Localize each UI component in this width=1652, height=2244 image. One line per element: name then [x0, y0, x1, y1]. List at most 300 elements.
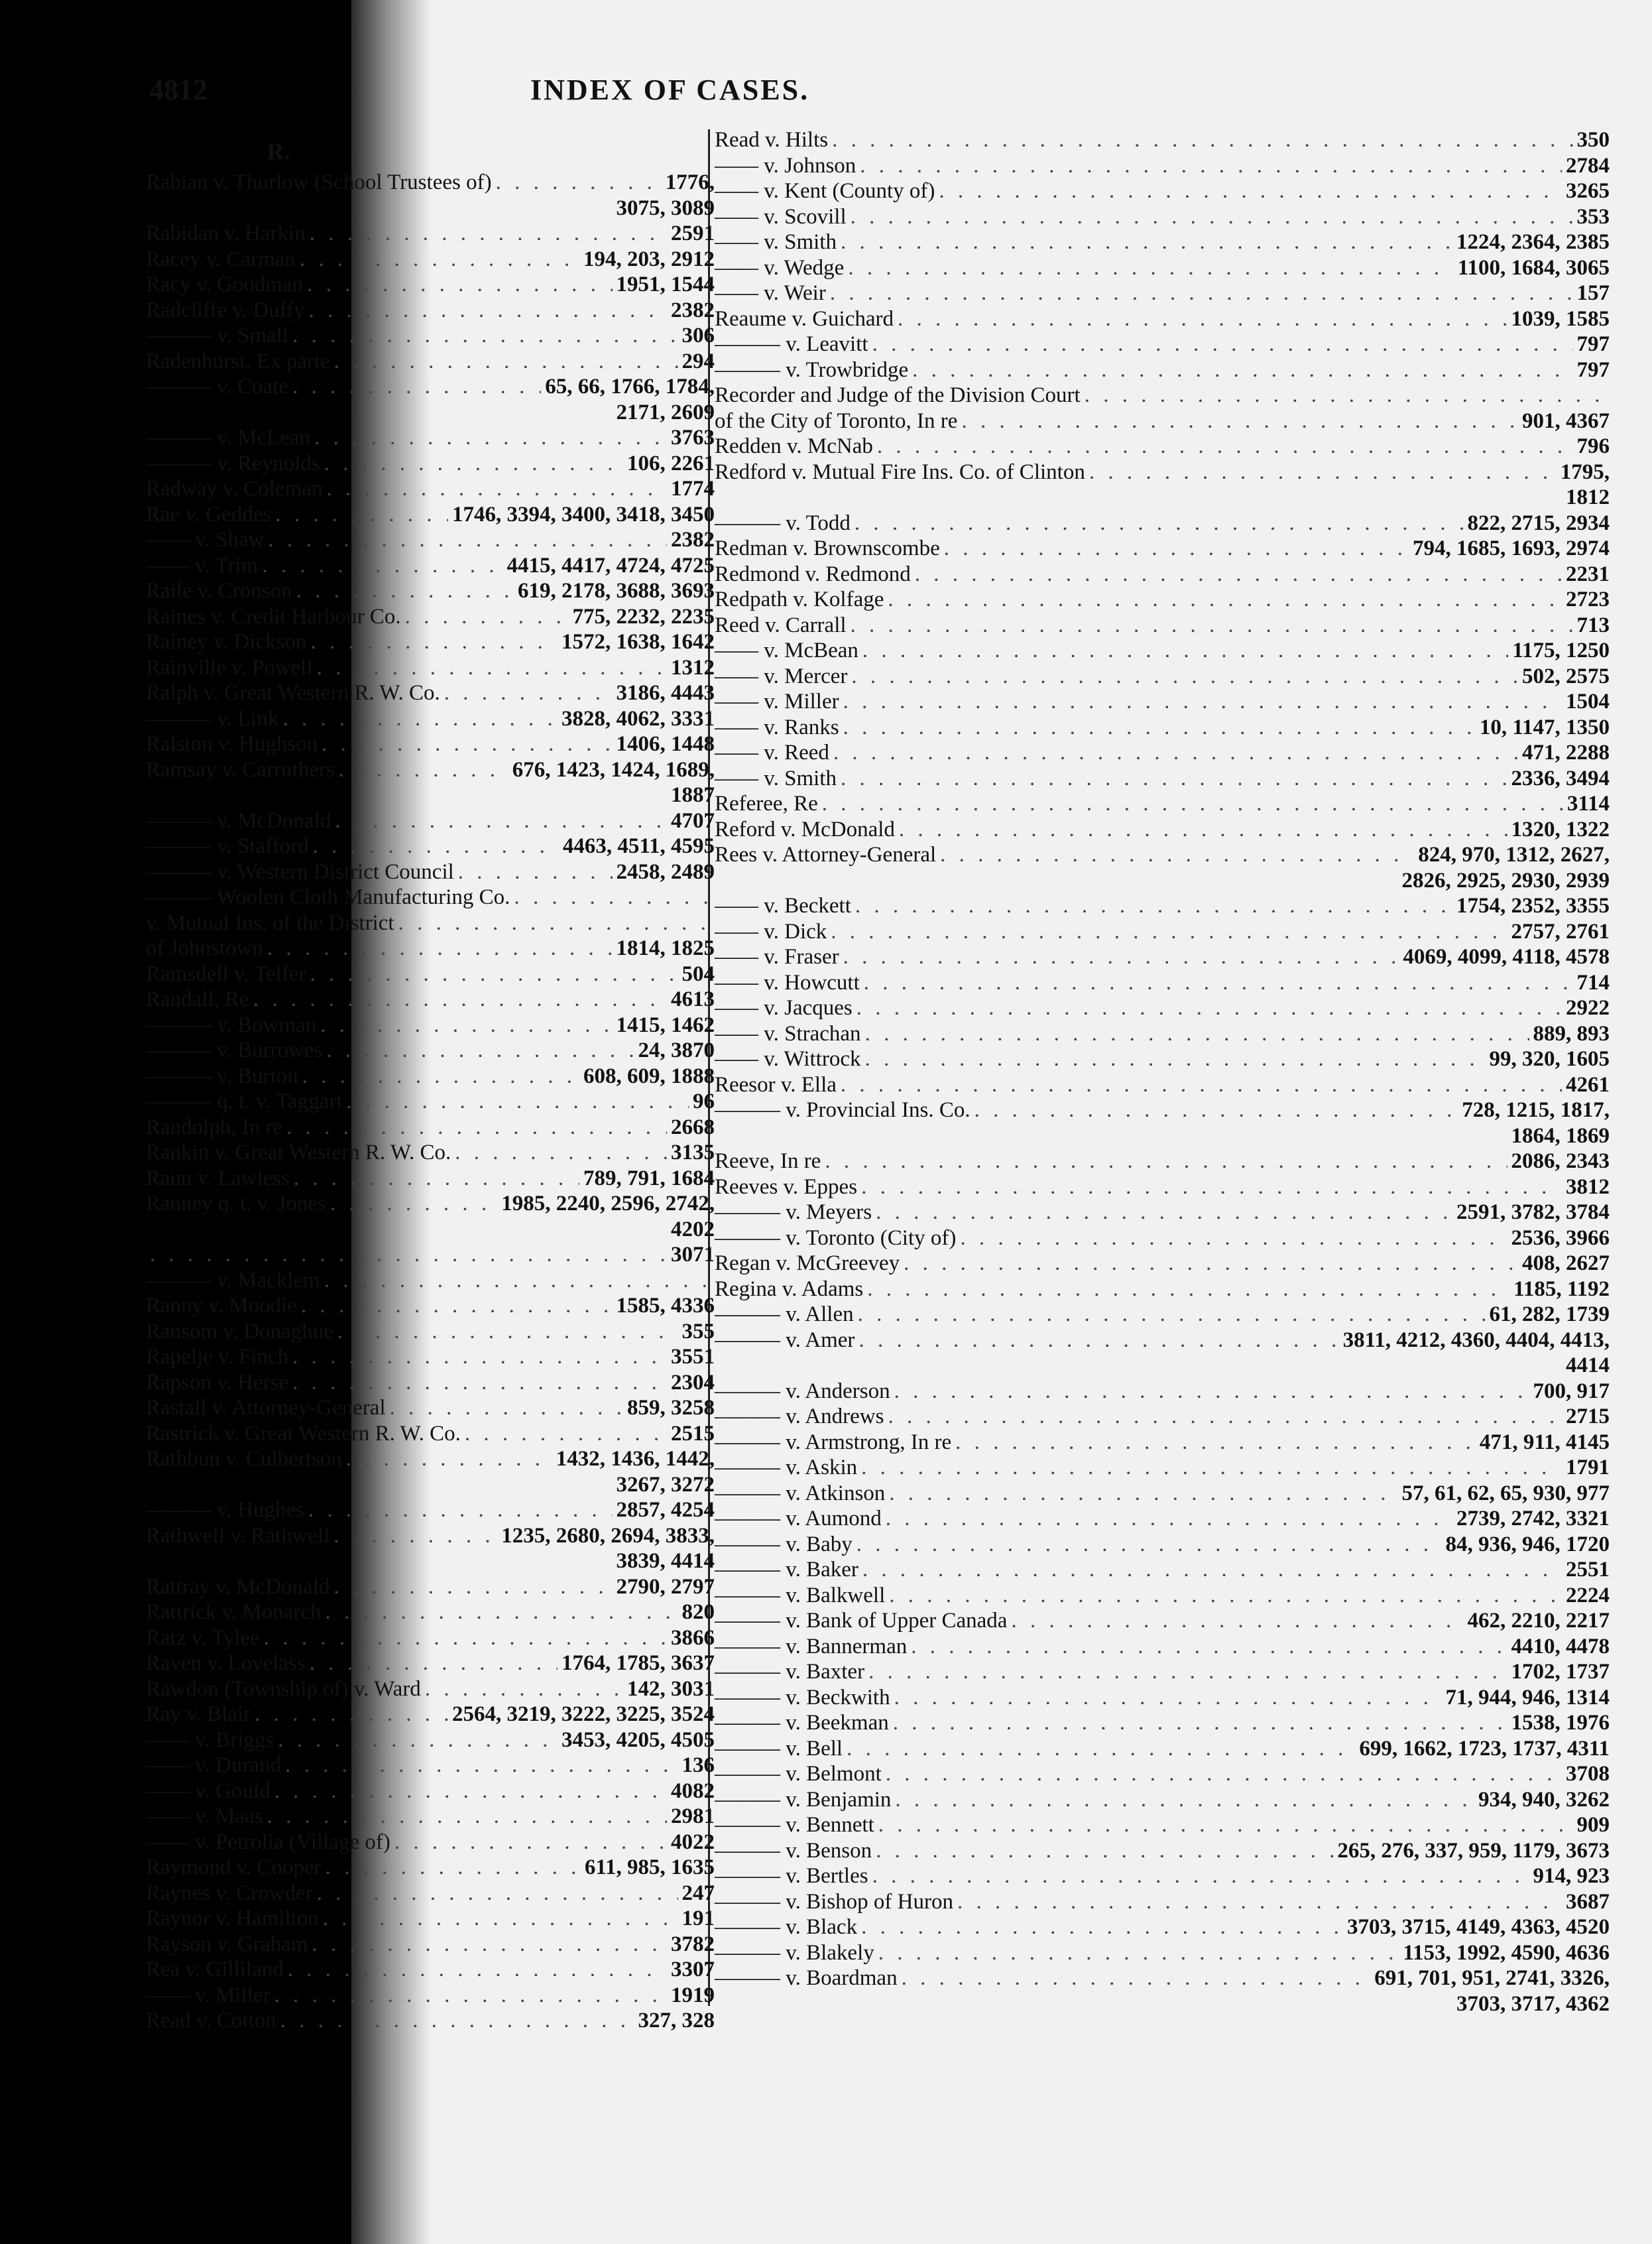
leader-dots: [833, 740, 1518, 766]
case-name: Regina v. Adams: [715, 1277, 864, 1301]
leader-dots: [911, 1634, 1507, 1660]
page-references: 1406, 1448: [616, 732, 715, 756]
index-entry: [146, 502, 715, 528]
index-entry: [146, 604, 715, 630]
leader-dots: [317, 1881, 678, 1906]
page-references: 194, 203, 2912: [583, 247, 715, 271]
leader-dots: [939, 178, 1562, 204]
leader-dots: [282, 706, 558, 732]
case-name: Rainey v. Dickson: [146, 630, 307, 654]
page-references: 471, 2288: [1522, 741, 1610, 765]
case-name: ——— v. Macklem: [146, 1268, 320, 1292]
leader-dots: [961, 408, 1518, 434]
case-name: Rabidan v. Harkin: [146, 221, 306, 245]
case-name: ——— v. Aumond: [715, 1507, 882, 1530]
index-entry: [715, 1506, 1610, 1532]
index-entry: [146, 1140, 715, 1166]
page-references: 3708: [1566, 1762, 1610, 1786]
page-references: 265, 276, 337, 959, 1179, 3673: [1337, 1838, 1610, 1863]
case-name: —— v. Gould: [146, 1778, 270, 1803]
page-references-continued: 3075, 3089: [616, 196, 715, 220]
index-entry: [146, 1395, 715, 1421]
page-references: 2564, 3219, 3222, 3225, 3524: [452, 1702, 715, 1726]
index-entry: [146, 1651, 715, 1676]
index-entry: [715, 664, 1610, 690]
leader-dots: [333, 1574, 612, 1600]
index-entry: [715, 1302, 1610, 1328]
index-entry: [715, 1914, 1610, 1940]
page-references: 157: [1576, 281, 1610, 305]
index-entry: [715, 357, 1610, 383]
case-name: Randall, Re: [146, 987, 249, 1011]
case-name: ——— v. Baxter: [715, 1660, 865, 1684]
case-name: ——— v. Small: [146, 324, 289, 347]
leader-dots: [822, 791, 1563, 817]
leader-dots: [253, 987, 667, 1013]
case-name: Referee, Re: [715, 792, 818, 816]
case-name: ——— v. Western District Council: [146, 859, 454, 884]
index-entry: [715, 1200, 1610, 1225]
case-name: Raymond v. Cooper: [146, 1855, 322, 1879]
leader-dots: [878, 1812, 1573, 1838]
leader-dots: [405, 604, 569, 630]
case-name: ——— v. Bowman: [146, 1013, 317, 1037]
case-name: ——— v. Bannerman: [715, 1634, 908, 1658]
page-references: 2336, 3494: [1511, 766, 1610, 790]
leader-dots: [872, 332, 1573, 357]
leader-dots: [326, 1038, 634, 1064]
leader-dots: [960, 1225, 1507, 1251]
right-column: [715, 127, 1610, 2017]
leader-dots: [832, 127, 1572, 153]
page-references: 3703, 3715, 4149, 4363, 4520: [1347, 1915, 1610, 1939]
page-references: 4463, 4511, 4595: [562, 834, 715, 858]
page-references: 3687: [1566, 1889, 1610, 1914]
leader-dots: [296, 578, 514, 604]
leader-dots: [862, 1557, 1562, 1583]
leader-dots: [274, 1983, 667, 2009]
page-references: 2536, 3966: [1511, 1225, 1610, 1250]
case-name: ——— v. Benjamin: [715, 1787, 892, 1812]
index-entry: [715, 791, 1610, 817]
case-name: ——— v. Provincial Ins. Co.: [715, 1098, 971, 1122]
leader-dots: [496, 170, 662, 196]
index-entry: [715, 1225, 1610, 1251]
index-entry: [146, 834, 715, 859]
index-entry: [146, 451, 715, 477]
case-name: ——— q. t. v. Taggart: [146, 1090, 343, 1113]
index-entry: [715, 893, 1610, 919]
case-name: ——— v. Belmont: [715, 1762, 882, 1786]
index-entry: [715, 306, 1610, 332]
page-references: 4069, 4099, 4118, 4578: [1403, 945, 1610, 969]
leader-dots: [309, 298, 668, 324]
page-references: 1754, 2352, 3355: [1456, 894, 1610, 918]
index-entry: [146, 1293, 715, 1319]
index-entry: [715, 613, 1610, 639]
case-name: —— v. McBean: [715, 639, 858, 662]
case-name: Reeves v. Eppes: [715, 1174, 858, 1199]
leader-dots: [888, 587, 1562, 613]
page-references: 10, 1147, 1350: [1479, 715, 1610, 739]
leader-dots: [267, 936, 613, 962]
leader-dots: [310, 1651, 558, 1676]
case-name: —— v. Shaw: [146, 528, 265, 552]
case-name: Rea v. Gilliland: [146, 1958, 284, 1981]
leader-dots: [324, 451, 623, 477]
case-name: ——— v. Bennett: [715, 1813, 874, 1837]
index-entry: [146, 1191, 715, 1217]
case-name: —— v. Johnson: [715, 153, 856, 178]
index-entry: [715, 1863, 1610, 1889]
case-name: ——— v. Beckwith: [715, 1685, 890, 1710]
index-entry: [146, 221, 715, 247]
case-name: ——— v. Meyers: [715, 1200, 872, 1224]
index-entry: [715, 1251, 1610, 1277]
index-entry: [146, 476, 715, 502]
index-entry: [715, 1838, 1610, 1864]
leader-dots: [893, 1710, 1507, 1736]
index-entry: [146, 1497, 715, 1523]
index-entry: [146, 247, 715, 273]
leader-dots: [324, 1268, 711, 1294]
page-references: 611, 985, 1635: [584, 1855, 715, 1879]
index-entry: [146, 1242, 715, 1268]
case-name: of the City of Toronto, In re: [715, 408, 958, 433]
leader-dots: [274, 1778, 667, 1804]
leader-dots: [322, 731, 612, 757]
index-entry: [146, 885, 715, 910]
leader-dots: [150, 1242, 667, 1268]
page-references: 4415, 4417, 4724, 4725: [506, 553, 715, 578]
page-references: 1153, 1992, 4590, 4636: [1403, 1940, 1610, 1965]
case-name: Rastall v. Attorney-General: [146, 1396, 386, 1420]
case-name: ——— v. Baker: [715, 1558, 858, 1582]
case-name: ——— v. McLean: [146, 426, 311, 450]
leader-dots: [278, 1727, 558, 1753]
index-entry: [146, 1064, 715, 1090]
case-name: ——— v. Beekman: [715, 1711, 889, 1735]
index-entry: [715, 1557, 1610, 1583]
case-name: —— v. Petrolia (Village of): [146, 1830, 390, 1854]
page-references: 822, 2715, 2934: [1467, 511, 1610, 535]
leader-dots: [275, 502, 448, 528]
page-references-continued: 3267, 3272: [616, 1472, 715, 1497]
page-references: 797: [1576, 332, 1610, 356]
case-name: Redden v. McNab: [715, 434, 873, 458]
case-name: Rees v. Attorney-General: [715, 843, 937, 867]
index-entry: [146, 527, 715, 553]
index-entry: [146, 910, 715, 936]
page-references: 353: [1576, 204, 1610, 229]
case-name: ——— v. Stafford: [146, 834, 309, 858]
leader-dots: [302, 1064, 579, 1090]
leader-dots: [855, 893, 1452, 919]
index-entry: [715, 638, 1610, 664]
case-name: —— v. Durand: [146, 1753, 282, 1777]
leader-dots: [285, 1753, 678, 1778]
page-references: 676, 1423, 1424, 1689,: [512, 757, 715, 782]
index-entry: [146, 578, 715, 604]
index-entry: [146, 1115, 715, 1141]
page-references: 1175, 1250: [1512, 639, 1610, 662]
case-name: Ranney q. t. v. Jones: [146, 1192, 326, 1216]
page-references: 1746, 3394, 3400, 3418, 3450: [452, 502, 715, 527]
page-references: 699, 1662, 1723, 1737, 4311: [1359, 1736, 1610, 1761]
case-name: ——— v. Atkinson: [715, 1481, 886, 1505]
case-name: Ratz v. Tylee: [146, 1625, 260, 1650]
case-name: ——— v. Benson: [715, 1838, 872, 1863]
leader-dots: [313, 834, 559, 859]
page-references: 1039, 1585: [1511, 306, 1610, 331]
index-entry: [146, 170, 715, 196]
leader-dots: [325, 1855, 581, 1881]
page-references: 1572, 1638, 1642: [561, 630, 715, 654]
index-entry: [715, 1046, 1610, 1072]
index-entry: [715, 1659, 1610, 1685]
index-entry: [146, 553, 715, 579]
page-references: 2757, 2761: [1511, 919, 1610, 944]
index-entry: [715, 1481, 1610, 1507]
leader-dots: [851, 204, 1573, 230]
case-name: Randolph, In re: [146, 1115, 283, 1139]
leader-dots: [889, 1583, 1562, 1609]
leader-dots: [394, 1830, 667, 1855]
page-references: 1814, 1825: [616, 936, 715, 960]
page-references-continued: 4202: [671, 1217, 715, 1241]
page-references: 914, 923: [1533, 1864, 1610, 1888]
index-entry: [146, 808, 715, 834]
leader-dots: [444, 680, 613, 706]
index-entry: [715, 970, 1610, 996]
index-entry: [146, 1421, 715, 1447]
leader-dots: [843, 944, 1399, 970]
page-references: 2382: [671, 528, 715, 552]
page-references: 142, 3031: [627, 1676, 715, 1701]
leader-dots: [886, 1761, 1562, 1787]
leader-dots: [268, 527, 667, 553]
case-name: —— v. Ranks: [715, 715, 839, 739]
leader-dots: [895, 1787, 1474, 1813]
page-references: 934, 940, 3262: [1478, 1787, 1610, 1812]
page-references: 2922: [1566, 996, 1610, 1020]
leader-dots: [861, 1455, 1562, 1481]
index-entry: [715, 1965, 1610, 1991]
leader-dots: [317, 655, 667, 681]
index-entry: [715, 1761, 1610, 1787]
case-name: —— v. Miller: [146, 1983, 270, 2007]
page-references: 1951, 1544: [616, 273, 715, 296]
page-references: 1791: [1566, 1456, 1610, 1479]
index-entry: [146, 655, 715, 681]
leader-dots: [861, 1174, 1562, 1200]
index-entry: [146, 731, 715, 757]
leader-dots: [855, 511, 1464, 536]
case-name: Raile v. Cronson: [146, 579, 292, 603]
case-name: Ramsdell v. Telfer: [146, 962, 306, 986]
leader-dots: [841, 766, 1507, 792]
index-entry: [715, 511, 1610, 536]
case-name: Rapelje v. Finch: [146, 1345, 289, 1369]
index-entry: [146, 1038, 715, 1064]
leader-dots: [868, 1659, 1507, 1685]
index-entry: [146, 1599, 715, 1625]
case-name: ——— v. Coate: [146, 375, 289, 399]
case-name: Rankin v. Great Western R. W. Co.: [146, 1141, 451, 1164]
index-entry: [715, 127, 1610, 153]
case-name: Reaume v. Guichard: [715, 306, 894, 331]
index-entry: [715, 715, 1610, 741]
case-name: Rathwell v. Rathwell: [146, 1523, 330, 1548]
leader-dots: [262, 553, 502, 579]
leader-dots: [330, 1191, 497, 1217]
index-entry: [146, 962, 715, 987]
case-name: —— v. Beckett: [715, 894, 851, 918]
case-name: —— v. Mercer: [715, 664, 848, 688]
case-name: —— v. Miller: [715, 690, 839, 714]
page-references: 1774: [671, 477, 715, 501]
index-entry: [146, 1983, 715, 2009]
page-references: 859, 3258: [627, 1396, 715, 1420]
case-name: Raynor v. Hamilton: [146, 1906, 319, 1930]
case-name: Reed v. Carrall: [715, 613, 847, 637]
index-entry: [715, 1583, 1610, 1609]
page-references: 2591, 3782, 3784: [1456, 1200, 1610, 1224]
index-entry: [146, 1855, 715, 1881]
page-references: 99, 320, 1605: [1489, 1047, 1610, 1071]
case-name: —— v. Howcutt: [715, 970, 860, 995]
case-name: Regan v. McGreevey: [715, 1251, 900, 1275]
case-name: —— v. Smith: [715, 230, 837, 254]
page-references: 691, 701, 951, 2741, 3326,: [1374, 1966, 1610, 1990]
case-name: Redpath v. Kolfage: [715, 588, 884, 611]
index-entry: [146, 425, 715, 451]
page-references-continued: 2826, 2925, 2930, 2939: [1401, 868, 1610, 893]
leader-dots: [915, 562, 1562, 588]
index-entry: [715, 536, 1610, 562]
index-entry: [146, 1574, 715, 1600]
case-name: Radcliffe v. Duffy: [146, 298, 305, 322]
leader-dots: [851, 613, 1573, 639]
case-name: Radway v. Coleman: [146, 477, 323, 501]
leader-dots: [843, 689, 1562, 715]
case-name: Recorder and Judge of the Division Court: [715, 383, 1081, 407]
case-name: Raines v. Credit Harbour Co.: [146, 604, 401, 629]
page-references: 909: [1576, 1813, 1610, 1837]
page-references: 2515: [671, 1421, 715, 1446]
page-references: 106, 2261: [627, 451, 715, 475]
index-entry: [146, 1319, 715, 1345]
page-references: 3866: [671, 1625, 715, 1650]
leader-dots: [894, 1379, 1529, 1404]
leader-dots: [301, 1293, 613, 1319]
case-name: —— v. Scovill: [715, 204, 847, 229]
index-entry: [715, 255, 1610, 281]
case-name: —— v. Strachan: [715, 1021, 861, 1046]
page-references: 4410, 4478: [1511, 1634, 1610, 1658]
page-references: 794, 1685, 1693, 2974: [1413, 536, 1610, 560]
case-name: ——— v. Andrews: [715, 1404, 884, 1428]
index-entry: [715, 1787, 1610, 1813]
index-entry: [715, 995, 1610, 1021]
page-references: 2981: [671, 1804, 715, 1828]
page-references: 1312: [671, 655, 715, 680]
index-entry: [715, 1072, 1610, 1098]
index-entry: [715, 740, 1610, 766]
page-references: 2231: [1566, 562, 1610, 586]
leader-dots: [310, 221, 667, 247]
page-references-continued: 1887: [671, 783, 715, 807]
page-references: 789, 791, 1684: [583, 1166, 715, 1190]
leader-dots: [899, 817, 1507, 843]
page-references: 3071: [671, 1243, 715, 1267]
section-letter: R.: [266, 138, 290, 164]
case-name: ——— v. Leavitt: [715, 332, 868, 356]
page-references: 247: [681, 1881, 715, 1905]
page-references: 3453, 4205, 4505: [561, 1727, 715, 1752]
page-references: 3763: [671, 426, 715, 450]
page-references: 3828, 4062, 3331: [561, 706, 715, 731]
case-name: Rainville v. Powell: [146, 655, 313, 680]
index-entry: [715, 817, 1610, 843]
leader-dots: [465, 1421, 667, 1447]
page-references-continued: 1812: [1566, 485, 1610, 509]
index-entry: [146, 1804, 715, 1830]
index-entry: [146, 757, 715, 783]
page-references: 61, 282, 1739: [1489, 1302, 1610, 1326]
page-references: [1606, 383, 1610, 408]
index-entry: [715, 153, 1610, 179]
leader-dots: [888, 1404, 1562, 1430]
index-entry: [715, 1532, 1610, 1558]
index-entry: [146, 1268, 715, 1294]
case-name: Rathbun v. Culbertson: [146, 1447, 342, 1471]
leader-dots: [858, 1328, 1338, 1353]
case-name: —— v. Jacques: [715, 996, 853, 1020]
index-entry: [715, 1149, 1610, 1174]
case-name: —— v. Smith: [715, 766, 837, 790]
index-entry: [146, 1446, 715, 1472]
leader-dots: [904, 1251, 1518, 1277]
leader-dots: [974, 1097, 1458, 1123]
left-column: [146, 133, 715, 2034]
case-name: ——— v. Todd: [715, 511, 851, 535]
index-entry: [146, 1753, 715, 1778]
leader-dots: [861, 1914, 1343, 1940]
leader-dots: [514, 885, 711, 910]
index-entry: [146, 1727, 715, 1753]
index-entry: [715, 1889, 1610, 1915]
leader-dots: [851, 664, 1518, 690]
page-references: 1764, 1785, 3637: [561, 1651, 715, 1675]
page-references: 2857, 4254: [616, 1498, 715, 1522]
page-references: 1100, 1684, 3065: [1457, 255, 1610, 280]
case-name: ——— v. McDonald: [146, 808, 331, 833]
page-references-continued: 3839, 4414: [616, 1549, 715, 1573]
page-references: 1985, 2240, 2596, 2742,: [501, 1192, 715, 1216]
page-title: INDEX OF CASES.: [530, 74, 810, 106]
page-references-continued: 1864, 1869: [1511, 1123, 1610, 1148]
leader-dots: [876, 1838, 1333, 1864]
case-name: v. Mutual Ins. of the District: [146, 910, 394, 935]
page-references: 2668: [671, 1115, 715, 1139]
index-entry: [146, 1778, 715, 1804]
leader-dots: [320, 1013, 612, 1038]
page-references: 1235, 2680, 2694, 3833,: [501, 1523, 715, 1548]
case-name: ——— v. Hughes: [146, 1498, 304, 1522]
index-entry: [715, 434, 1610, 460]
leader-dots: [334, 349, 678, 375]
